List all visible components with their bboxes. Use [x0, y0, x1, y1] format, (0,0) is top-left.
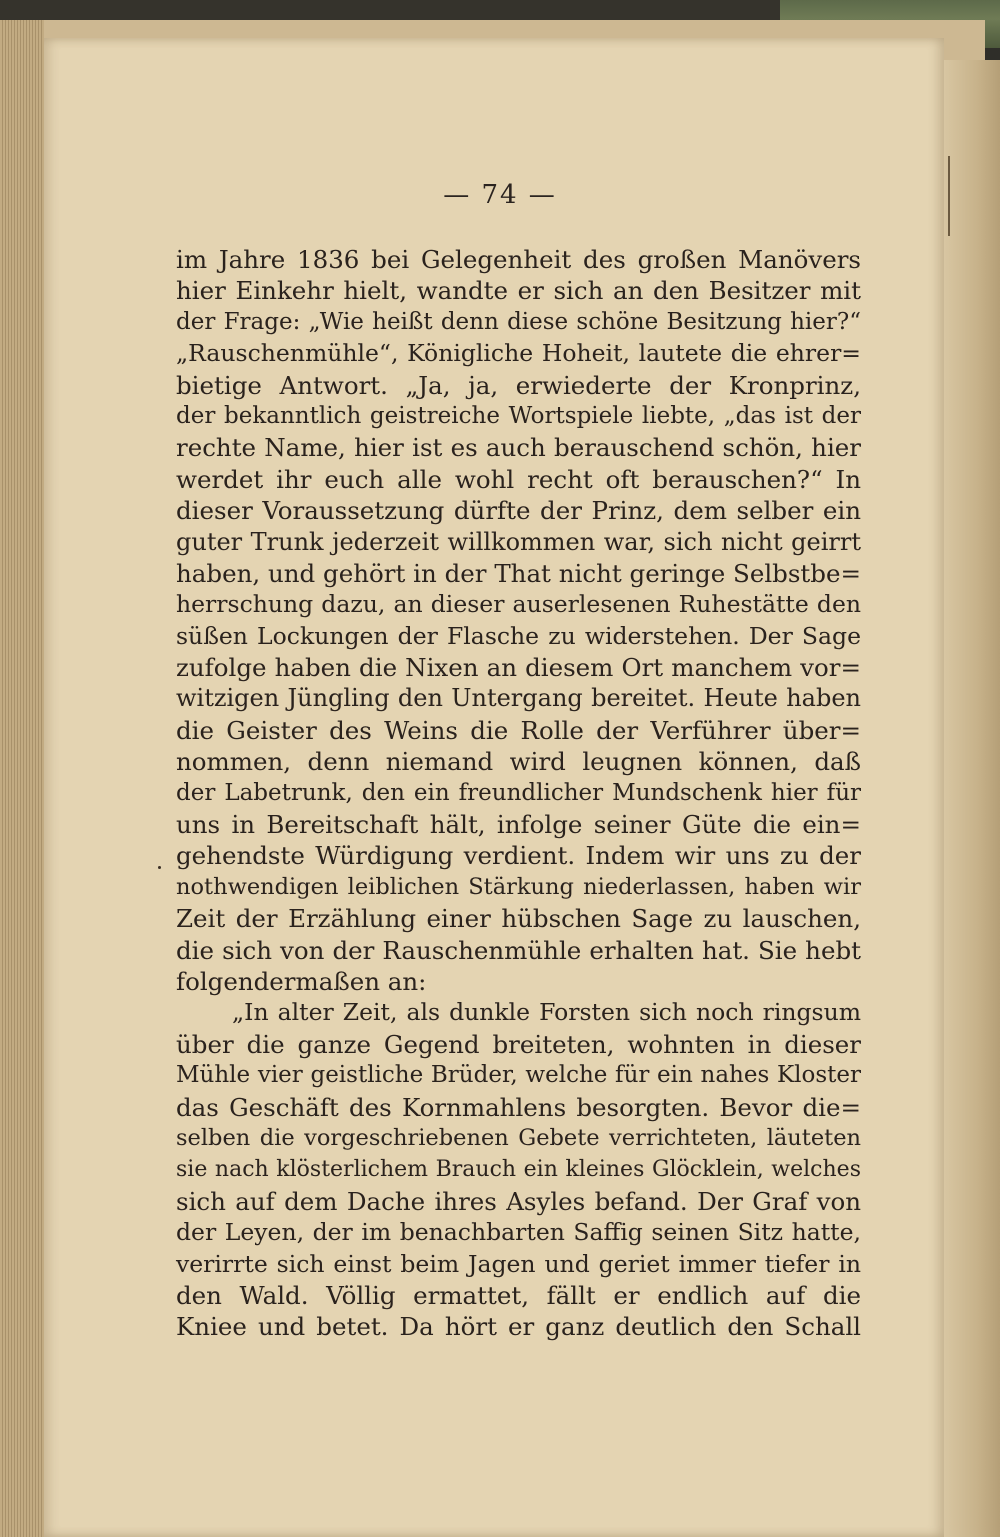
body-text [176, 244, 861, 1343]
text-line: selben die vorgeschriebenen Gebete verrichteten, läuteten [176, 1124, 861, 1151]
text-line: den Wald. Völlig ermattet, fällt er endlich auf die [176, 1280, 861, 1310]
text-line: der Labetrunk, den ein freundlicher Mundschenk hier für [176, 779, 861, 806]
text-line: guter Trunk jederzeit willkommen war, sich nicht geirrt [176, 527, 861, 556]
text-line: folgendermaßen an: [176, 966, 427, 996]
text-line: im Jahre 1836 bei Gelegenheit des großen Manövers [176, 245, 861, 274]
text-line: die sich von der Rauschenmühle erhalten hat. Sie hebt [176, 935, 861, 965]
text-line: witzigen Jüngling den Untergang bereitet. Heute haben [176, 684, 861, 713]
text-line: dieser Voraussetzung dürfte der Prinz, dem selber ein [176, 496, 861, 526]
text-line: das Geschäft des Kornmahlens besorgten. Bevor die= [176, 1092, 861, 1122]
text-line: uns in Bereitschaft hält, infolge seiner Güte die ein= [176, 810, 861, 840]
text-line: rechte Name, hier ist es auch berauschend schön, hier [176, 433, 861, 463]
text-line: nothwendigen leiblichen Stärkung niederlassen, haben wir [176, 873, 861, 900]
text-line: gehendste Würdigung verdient. Indem wir uns zu der [176, 841, 861, 871]
text-line: hier Einkehr hielt, wandte er sich an den Besitzer mit [176, 276, 861, 306]
text-line: „In alter Zeit, als dunkle Forsten sich noch ringsum [232, 998, 861, 1027]
text-line: Mühle vier geistliche Brüder, welche für ein nahes Kloster [176, 1062, 861, 1089]
text-line: bietige Antwort. „Ja, ja, erwiederte der Kronprinz, [176, 370, 861, 400]
page-edge-right [944, 60, 1000, 1537]
text-line: Kniee und betet. Da hört er ganz deutlich den Schall [176, 1312, 861, 1342]
text-line: haben, und gehört in der That nicht geringe Selbstbe= [176, 558, 861, 588]
page-edges-left [0, 20, 44, 1537]
text-line: verirrte sich einst beim Jagen und geriet immer tiefer in [176, 1249, 861, 1278]
text-line: herrschung dazu, an dieser auserlesenen Ruhestätte den [176, 590, 861, 619]
text-line: der bekanntlich geistreiche Wortspiele liebte, „das ist der [176, 402, 861, 429]
page-number: — 74 — [443, 180, 557, 210]
text-line: süßen Lockungen der Flasche zu widerstehen. Der Sage [176, 621, 861, 650]
text-line: sich auf dem Dache ihres Asyles befand. Der Graf von [176, 1186, 861, 1216]
text-line: werdet ihr euch alle wohl recht oft berauschen?“ In [176, 464, 861, 494]
text-line: „Rauschenmühle“, Königliche Hoheit, lautete die ehrer= [176, 339, 861, 368]
text-line: der Frage: „Wie heißt denn diese schöne Besitzung hier?“ [176, 308, 861, 335]
text-line: über die ganze Gegend breiteten, wohnten in dieser [176, 1029, 861, 1059]
text-line: zufolge haben die Nixen an diesem Ort manchem vor= [176, 653, 861, 683]
text-line: nommen, denn niemand wird leugnen können, daß [176, 747, 861, 777]
ink-speck [158, 866, 161, 869]
text-line: die Geister des Weins die Rolle der Verführer über= [176, 715, 861, 745]
text-line: der Leyen, der im benachbarten Saffig seinen Sitz hatte, [176, 1218, 861, 1247]
text-line: sie nach klösterlichem Brauch ein kleines Glöcklein, welches [176, 1157, 861, 1183]
text-line: Zeit der Erzählung einer hübschen Sage zu lauschen, [176, 904, 861, 934]
